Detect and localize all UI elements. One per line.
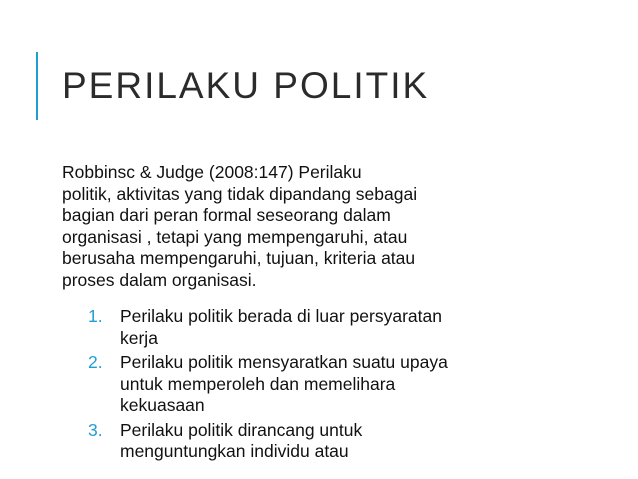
definition-paragraph (62, 162, 532, 291)
paragraph-line: Robbinsc & Judge (2008:147) Perilaku (62, 162, 362, 182)
list-item-line: Perilaku politik mensyaratkan suatu upaya (120, 352, 448, 372)
paragraph-line: berusaha mempengaruhi, tujuan, kriteria atau (62, 248, 416, 268)
list-item-line: kekuasaan (120, 395, 205, 415)
list-item (88, 420, 558, 463)
paragraph-line: organisasi , tetapi yang mempengaruhi, atau (62, 226, 408, 247)
title-accent-bar (36, 52, 38, 120)
slide-title: PERILAKU POLITIK (62, 65, 430, 106)
paragraph-line: politik, aktivitas yang tidak dipandang sebagai (62, 183, 418, 204)
list-item (88, 306, 558, 349)
list-item-line: Perilaku politik dirancang untuk (120, 419, 363, 440)
list-item-line: untuk memperoleh dan memelihara (120, 373, 396, 394)
list-number: 2. (88, 352, 103, 372)
list-item-line: menguntungkan individu atau (120, 441, 349, 461)
list-item (88, 352, 558, 417)
paragraph-line: bagian dari peran formal seseorang dalam (62, 205, 391, 225)
numbered-list (88, 306, 558, 466)
list-item-line: Perilaku politik berada di luar persyaratan (120, 306, 442, 326)
list-number: 3. (88, 419, 103, 440)
list-item-line: kerja (120, 327, 158, 348)
list-number: 1. (88, 306, 103, 326)
paragraph-line: proses dalam organisasi. (62, 269, 257, 290)
